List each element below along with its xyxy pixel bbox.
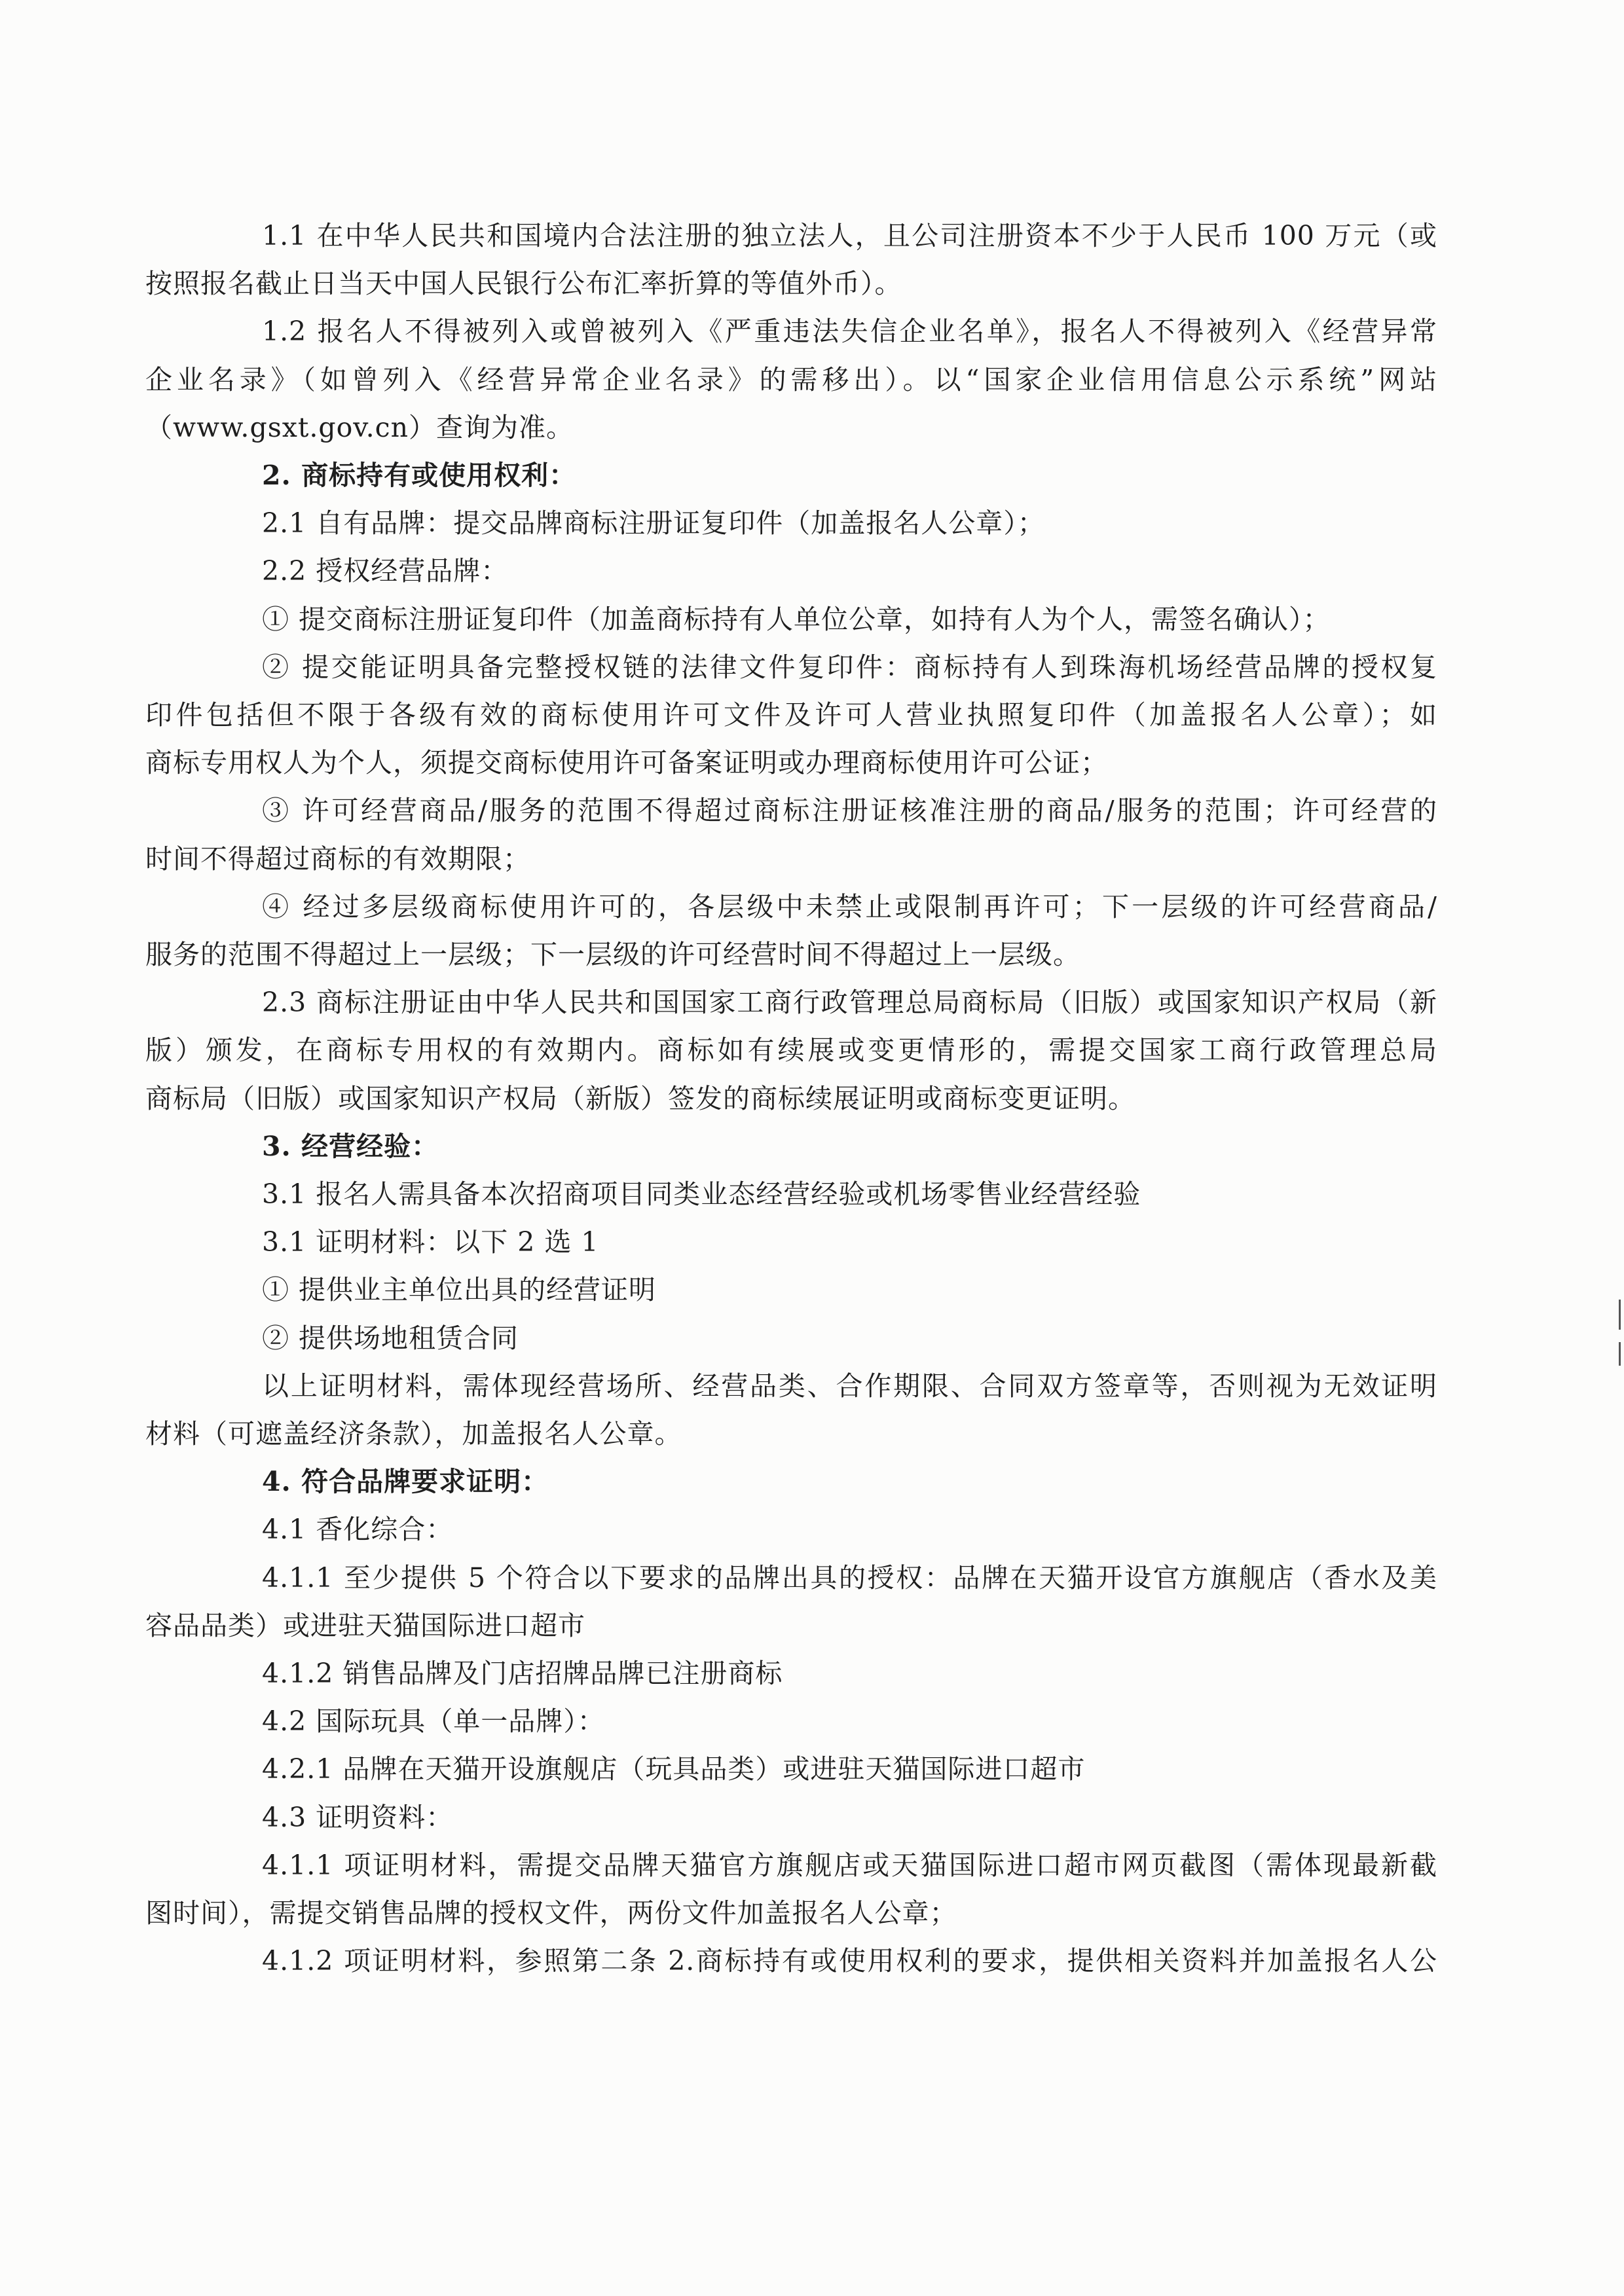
text-line: 商标专用权人为个人，须提交商标使用许可备案证明或办理商标使用许可公证； [145, 747, 1108, 778]
text-line: 4.1.2 销售品牌及门店招牌品牌已注册商标 [262, 1658, 783, 1689]
text-line: ② 提交能证明具备完整授权链的法律文件复印件：商标持有人到珠海机场经营品牌的授权复 [262, 651, 1437, 683]
text-line: 2.2 授权经营品牌： [262, 555, 509, 587]
text-line: 图时间），需提交销售品牌的授权文件，两份文件加盖报名人公章； [145, 1897, 957, 1929]
text-line: 4.1.1 至少提供 5 个符合以下要求的品牌出具的授权：品牌在天猫开设官方旗舰店（香水及美 [262, 1562, 1437, 1594]
text-line: 2. 商标持有或使用权利： [262, 460, 577, 491]
text-line: 2.1 自有品牌：提交品牌商标注册证复印件（加盖报名人公章）； [262, 507, 1045, 539]
text-line: ① 提供业主单位出具的经营证明 [262, 1274, 657, 1305]
text-line: 企业名录》（如曾列入《经营异常企业名录》的需移出）。以“国家企业信用信息公示系统”网站 [145, 364, 1437, 395]
text-line: 版）颁发，在商标专用权的有效期内。商标如有续展或变更情形的，需提交国家工商行政管理总局 [145, 1034, 1437, 1066]
text-line: 2.3 商标注册证由中华人民共和国国家工商行政管理总局商标局（旧版）或国家知识产权局（新 [262, 987, 1437, 1018]
text-line: 以上证明材料，需体现经营场所、经营品类、合作期限、合同双方签章等，否则视为无效证明 [262, 1370, 1437, 1402]
text-line: 4.3 证明资料： [262, 1802, 454, 1833]
text-line: 4.1 香化综合： [262, 1514, 454, 1545]
text-line: 4.2.1 品牌在天猫开设旗舰店（玩具品类）或进驻天猫国际进口超市 [262, 1753, 1086, 1785]
text-line: 4.1.2 项证明材料，参照第二条 2.商标持有或使用权利的要求，提供相关资料并加盖报名人公 [262, 1945, 1437, 1977]
text-line: ① 提交商标注册证复印件（加盖商标持有人单位公章，如持有人为个人，需签名确认）； [262, 604, 1331, 635]
text-line: ② 提供场地租赁合同 [262, 1322, 519, 1354]
scan-edge-mark [1619, 1300, 1621, 1330]
scan-edge-mark [1619, 1342, 1621, 1366]
text-line: ③ 许可经营商品/服务的范围不得超过商标注册证核准注册的商品/服务的范围；许可经营的 [262, 795, 1437, 826]
text-line: 3.1 证明材料：以下 2 选 1 [262, 1226, 599, 1258]
text-line: 3.1 报名人需具备本次招商项目同类业态经营经验或机场零售业经营经验 [262, 1178, 1141, 1210]
text-line: 3. 经营经验： [262, 1131, 439, 1162]
text-line: 1.2 报名人不得被列入或曾被列入《严重违法失信企业名单》，报名人不得被列入《经营异常 [262, 316, 1437, 347]
text-line: 4.1.1 项证明材料，需提交品牌天猫官方旗舰店或天猫国际进口超市网页截图（需体现最新截 [262, 1850, 1437, 1881]
text-line: 服务的范围不得超过上一层级；下一层级的许可经营时间不得超过上一层级。 [145, 939, 1080, 970]
text-line: 材料（可遮盖经济条款），加盖报名人公章。 [145, 1418, 682, 1449]
text-line: 4. 符合品牌要求证明： [262, 1466, 549, 1497]
text-line: 1.1 在中华人民共和国境内合法注册的独立法人，且公司注册资本不少于人民币 100 万元（或 [262, 220, 1437, 251]
text-line: ④ 经过多层级商标使用许可的，各层级中未禁止或限制再许可；下一层级的许可经营商品/ [262, 891, 1437, 922]
text-line: 时间不得超过商标的有效期限； [145, 843, 530, 875]
text-line: 按照报名截止日当天中国人民银行公布汇率折算的等值外币）。 [145, 268, 902, 299]
text-line: （www.gsxt.gov.cn）查询为准。 [145, 412, 574, 443]
text-line: 4.2 国际玩具（单一品牌）： [262, 1705, 605, 1737]
text-line: 印件包括但不限于各级有效的商标使用许可文件及许可人营业执照复印件（加盖报名人公章）；如 [145, 699, 1437, 731]
text-line: 商标局（旧版）或国家知识产权局（新版）签发的商标续展证明或商标变更证明。 [145, 1083, 1135, 1114]
text-line: 容品品类）或进驻天猫国际进口超市 [145, 1610, 585, 1641]
